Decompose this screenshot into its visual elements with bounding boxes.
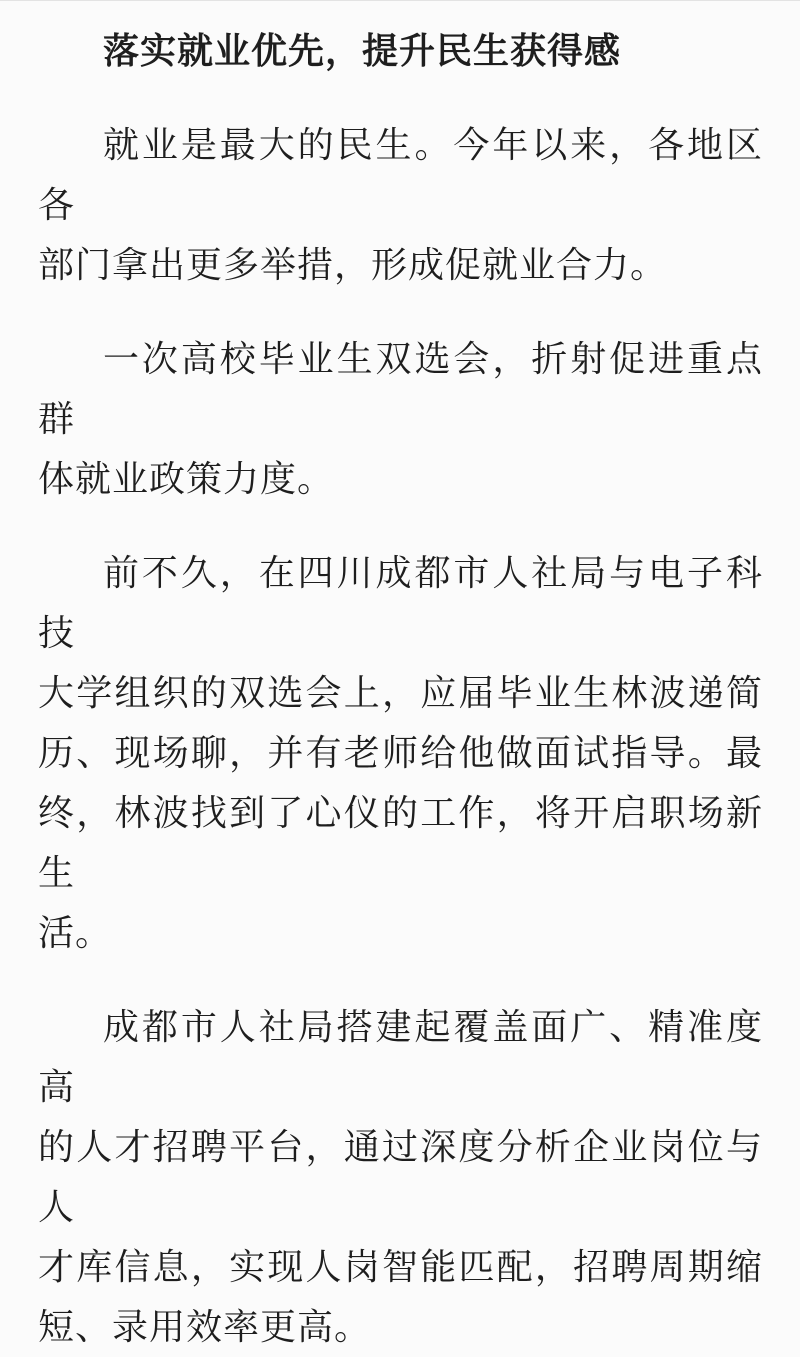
article-body: [38, 115, 763, 1357]
text-line: 终，林波找到了心仪的工作，将开启职场新生: [38, 792, 763, 893]
text-line: 成都市人社局搭建起覆盖面广、精准度高: [38, 1006, 763, 1107]
text-line: 短、录用效率更高。: [38, 1306, 372, 1347]
text-line: 大学组织的双选会上，应届毕业生林波递简: [38, 672, 763, 713]
text-line: 部门拿出更多举措，形成促就业合力。: [38, 244, 668, 285]
text-line: 一次高校毕业生双选会，折射促进重点群: [38, 338, 763, 439]
text-line: 活。: [38, 912, 113, 953]
text-line: 的人才招聘平台，通过深度分析企业岗位与人: [38, 1126, 763, 1227]
paragraph: [38, 329, 763, 509]
paragraph: [38, 115, 763, 295]
text-line: 体就业政策力度。: [38, 458, 335, 499]
text-line: 前不久，在四川成都市人社局与电子科技: [38, 552, 763, 653]
paragraph: [38, 997, 763, 1357]
text-line: 就业是最大的民生。今年以来，各地区各: [38, 124, 763, 225]
article-title: 落实就业优先，提升民生获得感: [103, 30, 622, 71]
text-line: 才库信息，实现人岗智能匹配，招聘周期缩: [38, 1246, 763, 1287]
article-page: [0, 1, 800, 1347]
paragraph: [38, 543, 763, 963]
text-line: 历、现场聊，并有老师给他做面试指导。最: [38, 732, 763, 773]
